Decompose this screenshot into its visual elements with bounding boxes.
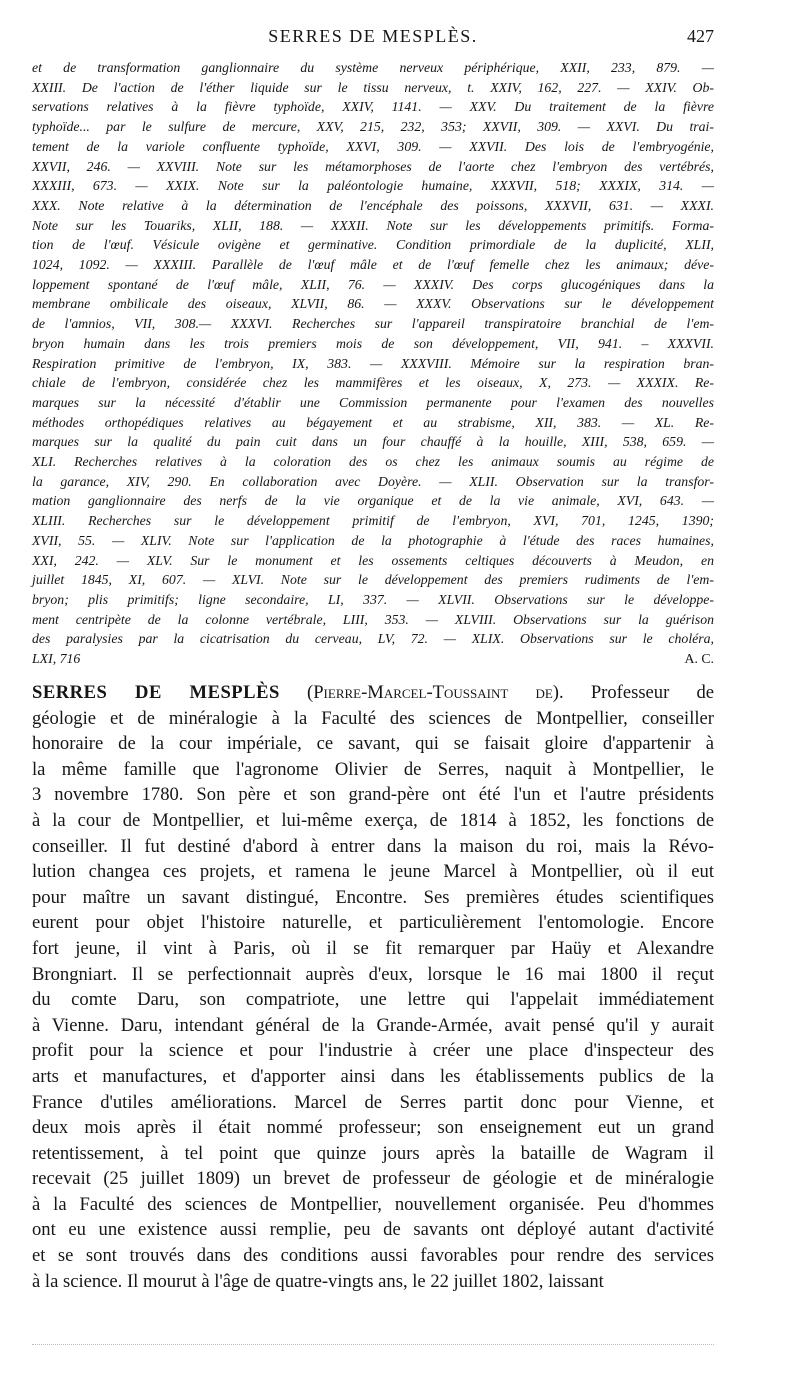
entry-line: fort jeune, il vint à Paris, où il se fit remarquer par Haüy et Alexandre <box>32 937 714 959</box>
entry-line: retentissement, à tel point que quinze jours après la bataille de Wagram il <box>32 1142 714 1164</box>
bibliography-line: LXI, 716 <box>32 651 81 667</box>
bibliography-line: chiale de l'embryon, considérée chez les mammifères et les oiseaux, X, 273. — XXXIX. Re- <box>32 375 714 391</box>
bibliography-line: des paralysies par la cicatrisation du cerveau, LV, 72. — XLIX. Observations sur le choléra, <box>32 631 714 647</box>
bibliography-line: XXX. Note relative à la détermination de l'encéphale des poissons, XXXVII, 631. — XXXI. <box>32 197 714 213</box>
bibliography-line: mation ganglionnaire des nerfs de la vie organique et de la vie animale, XVI, 643. — <box>32 493 714 509</box>
entry-line: 3 novembre 1780. Son père et son grand-père ont été l'un et l'autre présidents <box>32 784 714 806</box>
page-number: 427 <box>687 26 714 46</box>
entry-line: arts et manufactures, et d'apporter ainsi dans les établissements publics de la <box>32 1065 714 1087</box>
biography-entry <box>32 680 714 1294</box>
bibliography-line: de l'amnios, VII, 308.— XXXVI. Recherches sur l'appareil transpiratoire branchial de l'em- <box>32 316 714 332</box>
entry-line: France d'utiles améliorations. Marcel de Serres partit donc pour Vienne, et <box>32 1091 714 1113</box>
entry-line: ont eu une existence aussi remplie, peu de savants ont déployé autant d'activité <box>32 1219 714 1241</box>
entry-line: Brongniart. Il se perfectionnait auprès d'eux, lorsque le 16 mai 1800 il reçut <box>32 963 714 985</box>
bibliography-line: marques sur la nécessité d'établir une Commission permanente pour l'examen des nouvelles <box>32 394 714 410</box>
bibliography-line: tement de la variole confluente typhoïde, XXVI, 309. — XXVII. Des lois de l'embryogénie, <box>32 138 714 154</box>
bibliography-line: bryon; plis primitifs; ligne secondaire, LI, 337. — XLVII. Observations sur le développe- <box>32 591 714 607</box>
entry-line: honoraire de la cour impériale, ce savant, qui se faisait gloire d'appartenir à <box>32 733 714 755</box>
bibliography-line: Respiration primitive de l'embryon, IX, 383. — XXXVIII. Mémoire sur la respiration bran- <box>32 355 714 371</box>
bibliography-line: typhoïde... par le sulfure de mercure, XXV, 215, 232, 353; XXVII, 309. — XXVI. Du trai- <box>32 119 714 135</box>
bibliography-line: XXXIII, 673. — XXIX. Note sur la paléontologie humaine, XXXVII, 518; XXXIX, 314. — <box>32 178 714 194</box>
bibliography-line: et de transformation ganglionnaire du système nerveux périphérique, XXII, 233, 879. — <box>32 60 714 75</box>
entry-line: deux mois après il était nommé professeur; son enseignement eut un grand <box>32 1117 714 1139</box>
bibliography-line: servations relatives à la fièvre typhoïde, XXIV, 1141. — XXV. Du traitement de la fièvre <box>32 99 714 115</box>
entry-line: à la Faculté des sciences de Montpellier, nouvellement organisée. Peu d'hommes <box>32 1193 714 1215</box>
entry-first-line <box>32 680 714 706</box>
bibliography-line: loppement spontané de l'œuf mâle, XLII, 76. — XXXIV. Des corps glucogéniques dans la <box>32 276 714 292</box>
entry-line: du comte Daru, son compatriote, une lettre qui l'appelait immédiatement <box>32 989 714 1011</box>
running-head <box>32 26 714 52</box>
bibliography-line: 1024, 1092. — XXXIII. Parallèle de l'œuf mâle et de l'œuf femelle chez les animaux; déve- <box>32 257 714 273</box>
entry-line: à Vienne. Daru, intendant général de la Grande-Armée, avait pensé qu'il y aurait <box>32 1014 714 1036</box>
bibliography-line: juillet 1845, XI, 607. — XLVI. Note sur le développement des premiers rudiments de l'em- <box>32 572 714 588</box>
entry-line: pour maître un savant distingué, Encontre. Ses premières études scientifiques <box>32 886 714 908</box>
entry-line: à la cour de Montpellier, et lui-même exerça, de 1814 à 1852, les fonctions de <box>32 809 714 831</box>
entry-line: à la science. Il mourut à l'âge de quatre-vingts ans, le 22 juillet 1802, laissant <box>32 1270 604 1292</box>
entry-line: recevait (25 juillet 1809) un brevet de professeur de géologie et de minéralogie <box>32 1168 714 1190</box>
entry-line: profit pour la science et pour l'industrie à créer une place d'inspecteur des <box>32 1040 714 1062</box>
entry-line: géologie et de minéralogie à la Faculté des sciences de Montpellier, conseiller <box>32 707 714 729</box>
bibliography-line: XLI. Recherches relatives à la coloration des os chez les animaux soumis au régime de <box>32 454 714 470</box>
entry-line: lution changea ces projets, et ramena le jeune Marcel à Montpellier, où il eut <box>32 861 714 883</box>
entry-line: eurent pour objet l'histoire naturelle, et particulièrement l'entomologie. Encore <box>32 912 714 934</box>
bibliography-line: méthodes orthopédiques relatives au bégayement et au strabisme, XII, 383. — XL. Re- <box>32 414 714 430</box>
bibliography-line: XXVII, 246. — XXVIII. Note sur les métamorphoses de l'aorte chez l'embryon des vertébrés, <box>32 158 714 174</box>
bibliography-line: bryon humain dans les trois premiers mois de son développement, VII, 941. – XXXVII. <box>32 335 714 351</box>
bibliography-line: tion de l'œuf. Vésicule ovigène et germinative. Condition primordiale de la duplicité, XLII, <box>32 237 714 253</box>
entry-line: et se sont trouvés dans des conditions aussi favorables pour rendre des services <box>32 1245 714 1267</box>
footer-rule <box>32 1344 714 1345</box>
bibliography-block <box>32 58 714 669</box>
bibliography-line: XLIII. Recherches sur le développement primitif de l'embryon, XVI, 701, 1245, 1390; <box>32 513 714 529</box>
bibliography-line: XVII, 55. — XLIV. Note sur l'application de la photographie à l'étude des races humaines, <box>32 532 714 548</box>
entry-full-name: (Pierre-Marcel-Toussaint de). <box>307 682 564 703</box>
bibliography-line: la garance, XIV, 290. En collaboration avec Doyère. — XLII. Observation sur la transfor- <box>32 473 714 489</box>
entry-first-line-tail: Professeur de <box>590 682 715 703</box>
running-title: SERRES DE MESPLÈS. <box>268 26 478 46</box>
bibliography-line: membrane ombilicale des oiseaux, XLVII, 86. — XXXV. Observations sur le développement <box>32 296 714 312</box>
author-signature: A. C. <box>684 651 714 666</box>
entry-line: la même famille que l'agronome Olivier de Serres, naquit à Montpellier, le <box>32 758 714 780</box>
bibliography-line: ment centripète de la colonne vertébrale, LIII, 353. — XLVIII. Observations sur la guérison <box>32 611 714 627</box>
entry-line: conseiller. Il fut destiné d'abord à entrer dans la maison du roi, mais la Révo- <box>32 835 714 857</box>
bibliography-line: XXI, 242. — XLV. Sur le monument et les ossements celtiques découverts à Meudon, en <box>32 552 714 568</box>
bibliography-line: Note sur les Touariks, XLII, 188. — XXXII. Note sur les développements primitifs. Forma- <box>32 217 714 233</box>
entry-headword: SERRES DE MESPLÈS <box>32 682 280 703</box>
bibliography-line: XXIII. De l'action de l'éther liquide sur le tissu nerveux, t. XXIV, 162, 227. — XXIV. Ob- <box>32 79 714 95</box>
bibliography-line: marques sur la qualité du pain cuit dans un four chauffé à la houille, XIII, 538, 659. — <box>32 434 714 450</box>
